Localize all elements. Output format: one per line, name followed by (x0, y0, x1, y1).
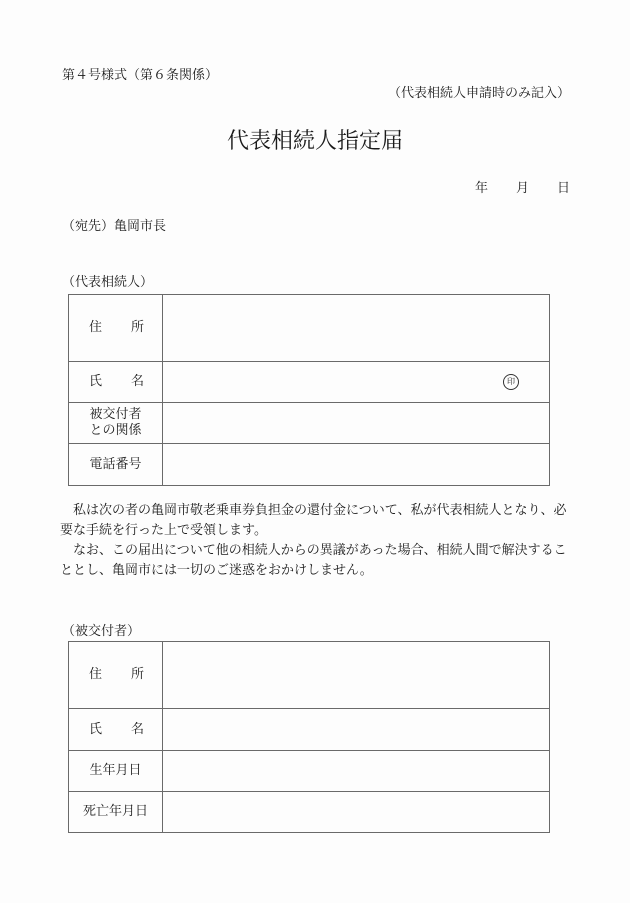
statement (60, 501, 572, 581)
phone-label: 電話番号 (69, 444, 163, 486)
usage-note: （代表相続人申請時のみ記入） (387, 86, 570, 101)
label-part: 所 (130, 667, 144, 682)
representative-name-field[interactable] (163, 362, 550, 403)
label-line: 被交付者 (89, 407, 142, 422)
day-label: 日 (556, 181, 570, 196)
address-label (69, 642, 163, 709)
relationship-label (69, 403, 163, 444)
label-part: 名 (130, 721, 144, 737)
representative-table (68, 294, 550, 486)
date-line (475, 177, 570, 196)
label-line: との関係 (89, 423, 142, 438)
recipient-heading: （被交付者） (62, 624, 141, 639)
representative-heading: （代表相続人） (62, 275, 154, 290)
table-row-birth-date (69, 751, 550, 792)
form-number: 第４号様式（第６条関係） (62, 68, 219, 83)
representative-address-field[interactable] (163, 295, 550, 362)
death-date-field[interactable] (163, 792, 550, 833)
recipient-name-field[interactable] (163, 709, 550, 751)
table-row-name (69, 362, 550, 403)
table-row-address (69, 642, 550, 709)
name-label (69, 709, 163, 751)
birth-date-label: 生年月日 (69, 751, 163, 792)
table-row-name (69, 709, 550, 751)
table-row-address (69, 295, 550, 362)
year-label: 年 (474, 181, 488, 196)
label-part: 住 (89, 320, 103, 335)
statement-paragraph: 私は次の者の亀岡市敬老乗車券負担金の還付金について、私が代表相続人となり、必要な手続を行った上で受領します。 (60, 503, 567, 538)
month-label: 月 (515, 181, 529, 196)
birth-date-field[interactable] (163, 751, 550, 792)
address-label (69, 295, 163, 362)
recipient-address-field[interactable] (163, 642, 550, 709)
seal-icon: 印 (503, 374, 519, 390)
label-part: 氏 (89, 374, 103, 389)
label-part: 氏 (89, 721, 103, 737)
table-row-relationship (69, 403, 550, 444)
addressee: （宛先）亀岡市長 (62, 219, 167, 234)
label-part: 名 (130, 374, 144, 389)
document-title: 代表相続人指定届 (226, 129, 403, 154)
death-date-label: 死亡年月日 (69, 792, 163, 833)
label-part: 所 (130, 320, 144, 335)
recipient-table (68, 641, 550, 833)
relationship-field[interactable] (163, 403, 550, 444)
phone-field[interactable] (163, 444, 550, 486)
label-part: 住 (89, 667, 103, 682)
name-label (69, 362, 163, 403)
statement-paragraph: なお、この届出について他の相続人からの異議があった場合、相続人間で解決することとし、亀岡市には一切のご迷惑をおかけしません。 (60, 543, 567, 578)
table-row-phone (69, 444, 550, 486)
table-row-death-date (69, 792, 550, 833)
